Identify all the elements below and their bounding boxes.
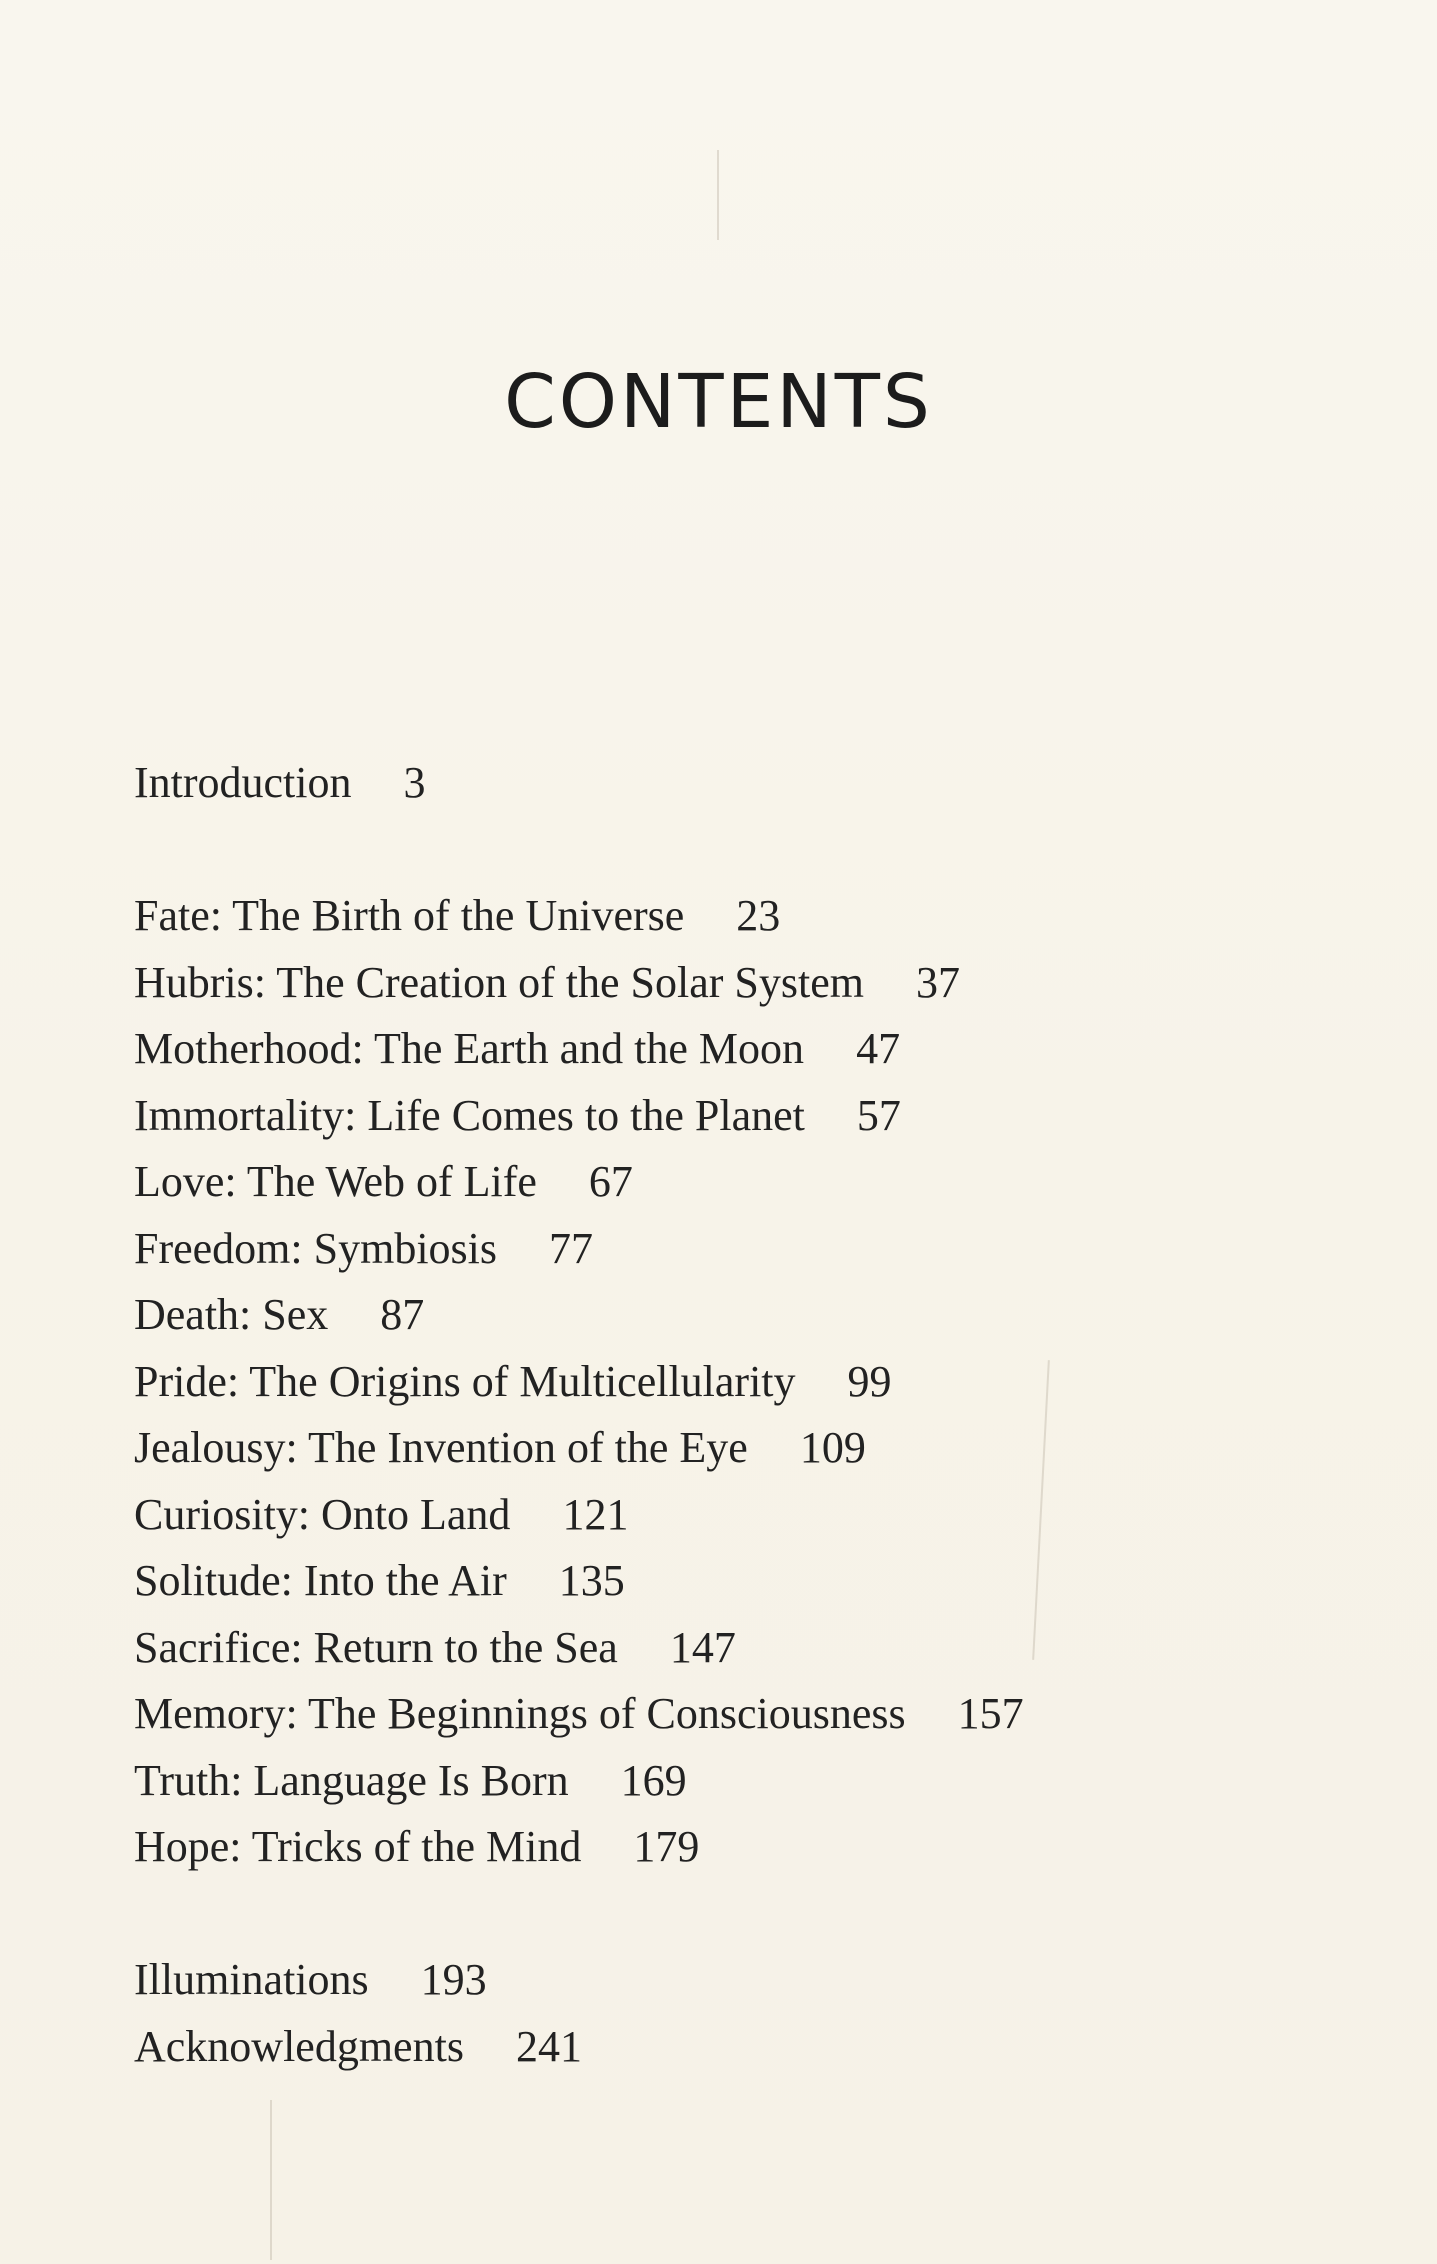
toc-entry[interactable] [134, 1681, 1024, 1748]
toc-entry[interactable] [134, 950, 1024, 1017]
toc-entry-page: 179 [633, 1822, 700, 1871]
toc-entry-label: Introduction [134, 758, 352, 807]
toc-entry-page: 135 [558, 1556, 625, 1605]
toc-entry[interactable] [134, 750, 1024, 817]
toc-entry-label: Death: Sex [134, 1290, 329, 1339]
toc-entry[interactable] [134, 1349, 1024, 1416]
toc-entry-page: 77 [549, 1223, 594, 1273]
toc-entry-page: 193 [420, 1955, 487, 2004]
scan-mark [270, 2100, 272, 2260]
toc-entry-label: Immortality: Life Comes to the Planet [134, 1090, 805, 1140]
toc-entry[interactable] [134, 1415, 1024, 1482]
toc-entry[interactable] [134, 1814, 1024, 1881]
toc-group-chapters [134, 883, 1024, 1881]
toc-entry-label: Hubris: The Creation of the Solar System [134, 957, 864, 1007]
toc-entry-label: Illuminations [134, 1955, 369, 2004]
toc-entry[interactable] [134, 1016, 1024, 1083]
table-of-contents [134, 750, 1024, 2080]
toc-entry[interactable] [134, 1615, 1024, 1682]
toc-entry-page: 67 [588, 1157, 633, 1206]
toc-entry-page: 47 [856, 1024, 901, 1073]
toc-entry-page: 23 [736, 891, 781, 940]
toc-entry-label: Love: The Web of Life [134, 1157, 537, 1206]
toc-entry-page: 241 [515, 2021, 582, 2071]
toc-entry[interactable] [134, 1748, 1024, 1815]
toc-entry-label: Acknowledgments [134, 2021, 464, 2071]
toc-entry[interactable] [134, 1216, 1024, 1283]
toc-entry-page: 37 [915, 957, 960, 1007]
toc-entry-page: 109 [799, 1423, 866, 1472]
toc-entry-page: 121 [562, 1489, 629, 1539]
toc-entry-page: 3 [403, 758, 426, 807]
toc-entry-label: Curiosity: Onto Land [134, 1489, 511, 1539]
toc-entry[interactable] [134, 2014, 1024, 2081]
toc-entry[interactable] [134, 883, 1024, 950]
toc-entry-page: 57 [856, 1090, 901, 1140]
toc-entry-page: 99 [847, 1356, 892, 1406]
toc-entry-label: Fate: The Birth of the Universe [134, 891, 685, 940]
scan-mark [1032, 1360, 1050, 1660]
toc-entry-page: 169 [620, 1755, 687, 1805]
toc-entry[interactable] [134, 1083, 1024, 1150]
toc-entry-page: 87 [380, 1290, 425, 1339]
toc-entry-label: Jealousy: The Invention of the Eye [134, 1423, 748, 1472]
toc-entry[interactable] [134, 1947, 1024, 2014]
toc-group-back-matter [134, 1947, 1024, 2080]
toc-entry-label: Truth: Language Is Born [134, 1755, 569, 1805]
toc-entry[interactable] [134, 1282, 1024, 1349]
toc-entry[interactable] [134, 1548, 1024, 1615]
toc-entry-page: 147 [669, 1622, 736, 1672]
toc-entry[interactable] [134, 1149, 1024, 1216]
toc-entry-label: Sacrifice: Return to the Sea [134, 1622, 618, 1672]
toc-entry-label: Motherhood: The Earth and the Moon [134, 1024, 805, 1073]
toc-entry-page: 157 [957, 1689, 1024, 1738]
toc-entry-label: Solitude: Into the Air [134, 1556, 507, 1605]
page-title: CONTENTS [504, 359, 933, 445]
toc-group-front-matter [134, 750, 1024, 817]
toc-entry-label: Pride: The Origins of Multicellularity [134, 1356, 796, 1406]
toc-entry-label: Freedom: Symbiosis [134, 1223, 498, 1273]
scan-mark [717, 150, 719, 240]
toc-entry-label: Hope: Tricks of the Mind [134, 1822, 582, 1871]
toc-entry-label: Memory: The Beginnings of Consciousness [134, 1689, 906, 1738]
toc-entry[interactable] [134, 1482, 1024, 1549]
